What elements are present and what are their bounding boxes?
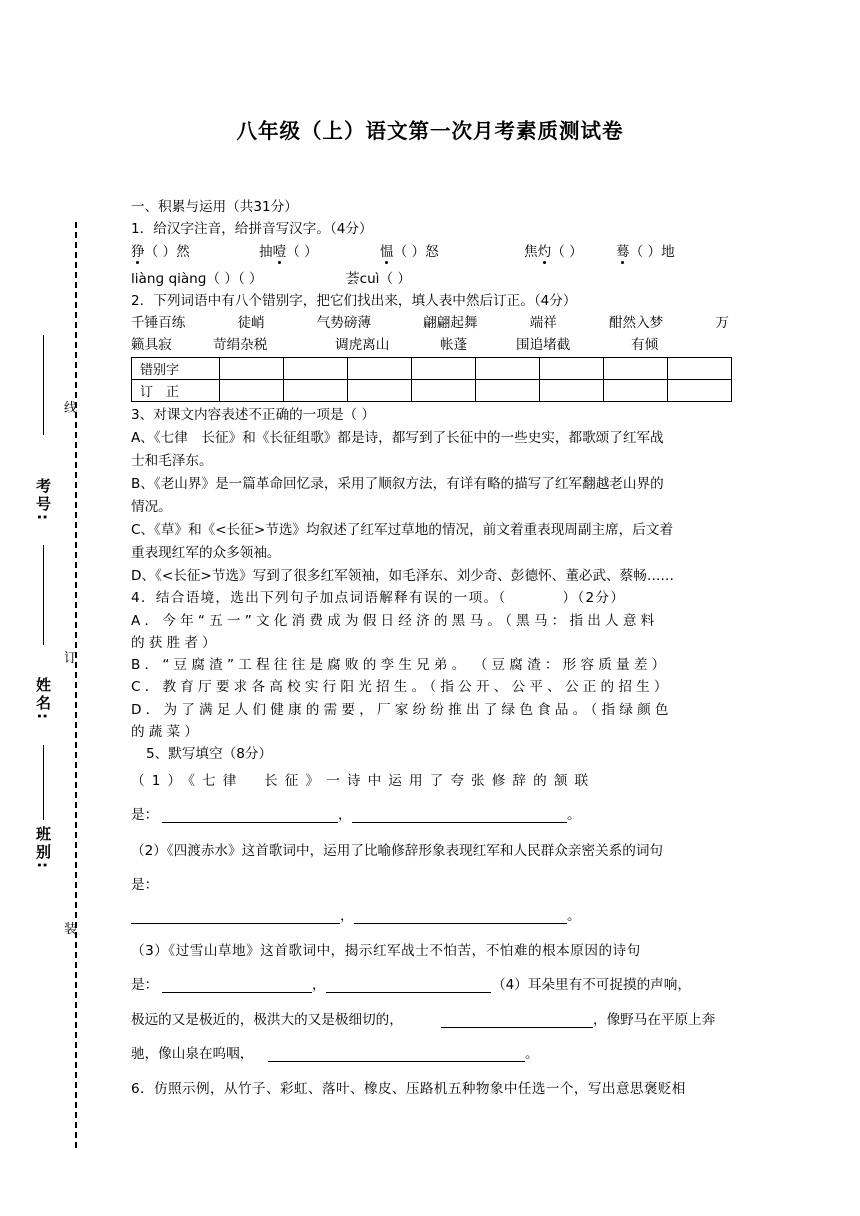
q2-word: 有倾: [631, 337, 659, 353]
q2-word: 籁具寂: [131, 337, 172, 353]
q5-item-1: （1）《七律 长征》一诗中运用了夸张修辞的颔联: [131, 773, 596, 789]
exam-number-label: 考号:: [34, 478, 52, 523]
table-cell[interactable]: [220, 358, 284, 380]
q4-stem-a: 4．结合语境，选出下列句子加点词语解释有误的一项。（: [131, 590, 507, 606]
answer-blank[interactable]: [268, 1061, 525, 1062]
table-header-correct: 订 正: [132, 380, 220, 402]
table-cell[interactable]: [540, 358, 604, 380]
period: 。: [567, 908, 581, 924]
answer-blank[interactable]: [441, 1027, 593, 1028]
q5-item-3-cont: 是：: [131, 977, 159, 993]
comma: ，: [340, 908, 354, 924]
q4-option-a: A．今年“五一”文化消费成为假日经济的黑马。（黑马：指出人意料: [131, 613, 659, 629]
q1-stem: 1．给汉字注音，给拼音写汉字。（4分）: [131, 221, 373, 237]
answer-blank[interactable]: [162, 822, 338, 823]
q5-item-2-cont: 是：: [131, 877, 159, 893]
q4-option-c: C．教育厅要求各高校实行阳光招生。（指公开、公平、公正的招生）: [131, 679, 672, 695]
answer-blank[interactable]: [354, 923, 567, 924]
q5-item-2: （2）《四渡赤水》这首歌词中，运用了比喻修辞形象表现红军和人民群众亲密关系的词句: [131, 843, 664, 859]
q2-stem: 2．下列词语中有八个错别字，把它们找出来，填人表中然后订正。（4分）: [131, 293, 577, 309]
q2-word: 气势磅薄: [316, 315, 372, 331]
q4-option-d: D．为了满足人们健康的需要，厂家纷纷推出了绿色食品。（指绿颜色: [131, 702, 673, 718]
answer-blank[interactable]: [326, 992, 491, 993]
q1-item-1: 狰（ ）然: [131, 244, 190, 260]
q5-item-4-cont-2: ，像野马在平原上奔: [593, 1012, 716, 1028]
q1-item-4: 焦灼（ ）: [524, 244, 583, 260]
table-cell[interactable]: [348, 380, 412, 402]
q4-stem: [131, 589, 625, 607]
period: 。: [525, 1046, 539, 1062]
correction-table: [131, 357, 732, 402]
q5-item-3: （3）《过雪山草地》这首歌词中，揭示红军战士不怕苦，不怕难的根本原因的诗句: [131, 943, 641, 959]
period: 。: [567, 807, 581, 823]
exam-number-blank-2: [43, 545, 44, 645]
binding-label-ding: 订: [64, 651, 78, 666]
binding-dashed-line: [75, 222, 77, 1148]
comma: ，: [312, 977, 326, 993]
exam-number-blank: [43, 335, 44, 435]
q2-word-row-1: [131, 314, 729, 332]
q1-pinyin-2: 荟cuì（ ）: [346, 271, 411, 287]
q3-option-b: B、《老山界》是一篇革命回忆录，采用了顺叙方法，有详有略的描写了红军翻越老山界的: [131, 476, 664, 492]
answer-blank[interactable]: [131, 923, 340, 924]
q5-item-4-cont: 极远的又是极近的，极洪大的又是极细切的，: [131, 1012, 403, 1028]
table-cell[interactable]: [284, 358, 348, 380]
table-cell[interactable]: [412, 358, 476, 380]
q5-stem: 5、默写填空（8分）: [146, 746, 273, 762]
q3-option-c-cont: 重表现红军的众多领袖。: [131, 545, 281, 561]
q2-word: 调虎离山: [335, 337, 390, 353]
q5-item-4: （4）耳朵里有不可捉摸的声响，: [492, 977, 691, 993]
q4-option-d-cont: 的蔬菜）: [131, 724, 203, 740]
table-cell[interactable]: [604, 358, 668, 380]
student-name-label: 姓名:: [34, 677, 52, 722]
q3-option-d: D、《<长征>节选》写到了很多红军领袖，如毛泽东、刘少奇、彭德怀、董必武、蔡畅……: [131, 568, 675, 584]
q2-word: 帐蓬: [440, 337, 468, 353]
class-label: 班别:: [34, 826, 52, 871]
answer-blank[interactable]: [162, 992, 312, 993]
q3-option-c: C、《草》和《<长征>节选》均叙述了红军过草地的情况，前文着重表现周副主席，后文着: [131, 522, 674, 538]
q1-pinyin-1: liànɡ qiànɡ（ ）（ ）: [131, 271, 263, 287]
q2-word: 徒峭: [237, 315, 265, 331]
table-cell[interactable]: [604, 380, 668, 402]
q2-word: 苛绢杂税: [213, 337, 268, 353]
table-cell[interactable]: [476, 380, 540, 402]
q1-item-3: 愠（ ）怒: [380, 244, 439, 260]
q1-item-2: 抽噎（ ）: [259, 244, 318, 260]
q6-stem: 6．仿照示例，从竹子、彩虹、落叶、橡皮、压路机五种物象中任选一个，写出意思褒贬相: [131, 1081, 686, 1097]
q4-option-a-cont: 的获胜者）: [131, 635, 220, 651]
q4-option-b: B．“豆腐渣”工程往往是腐败的孪生兄弟。 （豆腐渣：形容质量差）: [131, 657, 670, 673]
answer-blank[interactable]: [352, 822, 567, 823]
table-cell[interactable]: [668, 380, 732, 402]
table-header-wrong: 错别字: [132, 358, 220, 380]
q5-item-1-cont: 是：: [131, 807, 159, 823]
table-cell[interactable]: [348, 358, 412, 380]
table-cell[interactable]: [284, 380, 348, 402]
table-cell[interactable]: [476, 358, 540, 380]
q2-word: 端祥: [529, 315, 557, 331]
table-cell[interactable]: [540, 380, 604, 402]
binding-label-xian: 线: [64, 401, 78, 416]
q5-item-4-cont-3: 驰，像山泉在呜咽，: [131, 1046, 254, 1062]
q2-word: 围追堵截: [516, 337, 571, 353]
q4-stem-b: ）（2分）: [562, 590, 626, 606]
student-name-blank: [43, 745, 44, 820]
q1-item-5: 蓦（ ）地: [616, 244, 675, 260]
q3-option-a-cont: 士和毛泽东。: [131, 453, 213, 469]
q3-option-a: A、《七律 长征》和《长征组歌》都是诗，都写到了长征中的一些史实，都歌颂了红军战: [131, 430, 664, 446]
table-cell[interactable]: [668, 358, 732, 380]
binding-label-zhuang: 装: [64, 922, 78, 937]
comma: ，: [338, 807, 352, 823]
q3-option-b-cont: 情况。: [131, 499, 172, 515]
exam-title: 八年级（上）语文第一次月考素质测试卷: [236, 119, 624, 143]
table-cell[interactable]: [220, 380, 284, 402]
q2-word: 酣然入梦: [608, 315, 664, 331]
q2-word: 千锤百练: [131, 315, 186, 331]
q3-stem: 3、对课文内容表述不正确的一项是（ ）: [131, 407, 376, 423]
table-cell[interactable]: [412, 380, 476, 402]
q2-word: 翩翩起舞: [423, 315, 478, 331]
section-heading: 一、积累与运用（共31分）: [131, 199, 298, 215]
q2-word: 万: [715, 315, 729, 331]
